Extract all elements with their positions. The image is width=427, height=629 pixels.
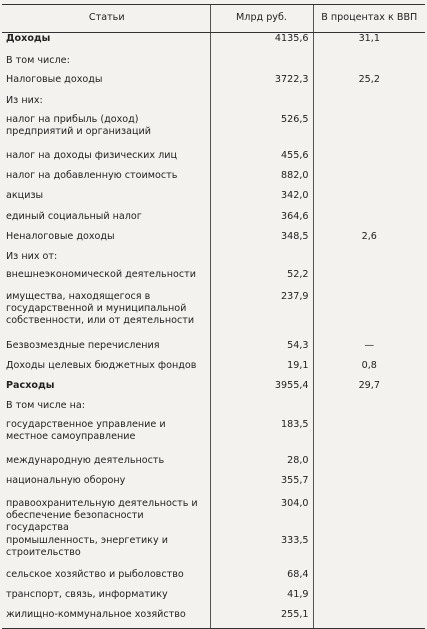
table-row [2, 475, 425, 498]
row-gdp-percent: 0,8 [313, 360, 425, 380]
row-gdp-percent [313, 150, 425, 170]
table-row [2, 190, 425, 211]
row-amount: 255,1 [210, 609, 313, 629]
row-amount: 355,7 [210, 475, 313, 498]
table-body [2, 33, 425, 629]
row-label: единый социальный налог [6, 210, 142, 222]
row-gdp-percent [313, 609, 425, 629]
table-row [2, 360, 425, 380]
row-gdp-percent: 2,6 [313, 231, 425, 251]
row-amount: 183,5 [210, 419, 313, 455]
row-gdp-percent [313, 291, 425, 340]
row-gdp-percent [313, 569, 425, 589]
table-row [2, 55, 425, 74]
row-gdp-percent [313, 535, 425, 569]
row-amount: 342,0 [210, 190, 313, 211]
row-label: В том числе на: [6, 399, 86, 411]
row-label: национальную оборону [6, 474, 126, 486]
table-row [2, 114, 425, 150]
table-row [2, 95, 425, 114]
row-label: промышленность, энергетику и строительство [6, 534, 168, 558]
row-amount: 304,0 [210, 498, 313, 535]
table-row [2, 269, 425, 291]
table-row [2, 291, 425, 340]
row-amount: 54,3 [210, 340, 313, 360]
row-gdp-percent [313, 589, 425, 609]
table-row [2, 498, 425, 535]
row-amount: 3722,3 [210, 74, 313, 95]
table-row [2, 380, 425, 400]
row-gdp-percent [313, 400, 425, 419]
row-label: транспорт, связь, информатику [6, 588, 168, 600]
row-label: налог на прибыль (доход) предприятий и организаций [6, 113, 152, 137]
row-label: международную деятельность [6, 454, 165, 466]
row-label: внешнеэкономической деятельности [6, 268, 196, 280]
row-amount: 364,6 [210, 211, 313, 231]
row-label: Неналоговые доходы [6, 230, 115, 242]
row-amount [210, 95, 313, 114]
row-gdp-percent [313, 190, 425, 211]
row-amount: 28,0 [210, 455, 313, 475]
row-label: Налоговые доходы [6, 73, 103, 85]
header-amount: Млрд руб. [210, 5, 313, 33]
row-label: Безвозмездные перечисления [6, 339, 160, 351]
row-label: имущества, находящегося в государственной и муниципальной собственности, или от деятельности [6, 290, 195, 326]
row-amount: 68,4 [210, 569, 313, 589]
row-label: государственное управление и местное самоуправление [6, 418, 166, 442]
row-amount: 3955,4 [210, 380, 313, 400]
row-label: сельское хозяйство и рыболовство [6, 568, 184, 580]
row-amount: 333,5 [210, 535, 313, 569]
table-row [2, 251, 425, 269]
row-amount: 237,9 [210, 291, 313, 340]
row-gdp-percent [313, 114, 425, 150]
row-label: налог на добавленную стоимость [6, 169, 178, 181]
table-row [2, 455, 425, 475]
header-items: Статьи [2, 5, 210, 33]
row-gdp-percent [313, 475, 425, 498]
row-label: Доходы целевых бюджетных фондов [6, 359, 197, 371]
row-amount: 4135,6 [210, 33, 313, 55]
table-row [2, 340, 425, 360]
row-label: акцизы [6, 189, 44, 201]
row-label: Из них от: [6, 250, 58, 262]
row-label: правоохранительную деятельность и обеспечение безопасности государства [6, 497, 198, 533]
row-label: налог на доходы физических лиц [6, 149, 178, 161]
row-amount: 19,1 [210, 360, 313, 380]
row-amount [210, 251, 313, 269]
row-gdp-percent: 25,2 [313, 74, 425, 95]
row-amount: 526,5 [210, 114, 313, 150]
table-row [2, 170, 425, 190]
table-row [2, 569, 425, 589]
row-gdp-percent [313, 419, 425, 455]
row-gdp-percent: 31,1 [313, 33, 425, 55]
row-gdp-percent: — [313, 340, 425, 360]
row-gdp-percent [313, 498, 425, 535]
header-row [2, 5, 425, 33]
row-amount [210, 55, 313, 74]
row-amount: 348,5 [210, 231, 313, 251]
row-label: В том числе: [6, 54, 70, 66]
header-gdp-percent: В процентах к ВВП [313, 5, 425, 33]
row-gdp-percent [313, 251, 425, 269]
table-row [2, 74, 425, 95]
row-label: Доходы [6, 33, 51, 44]
row-gdp-percent [313, 95, 425, 114]
table-row [2, 150, 425, 170]
row-gdp-percent: 29,7 [313, 380, 425, 400]
budget-table [2, 4, 425, 629]
row-label: жилищно-коммунальное хозяйство [2, 609, 210, 629]
row-gdp-percent [313, 170, 425, 190]
row-amount: 41,9 [210, 589, 313, 609]
table-row [2, 33, 425, 55]
table-row [2, 211, 425, 231]
row-gdp-percent [313, 455, 425, 475]
table-row [2, 400, 425, 419]
table-row [2, 609, 425, 629]
row-gdp-percent [313, 211, 425, 231]
row-amount: 882,0 [210, 170, 313, 190]
table-row [2, 419, 425, 455]
table-row [2, 589, 425, 609]
row-amount: 455,6 [210, 150, 313, 170]
row-amount: 52,2 [210, 269, 313, 291]
row-label: Из них: [6, 94, 43, 106]
row-gdp-percent [313, 269, 425, 291]
row-label: Расходы [6, 379, 55, 391]
row-amount [210, 400, 313, 419]
row-gdp-percent [313, 55, 425, 74]
table-row [2, 231, 425, 251]
table-row [2, 535, 425, 569]
